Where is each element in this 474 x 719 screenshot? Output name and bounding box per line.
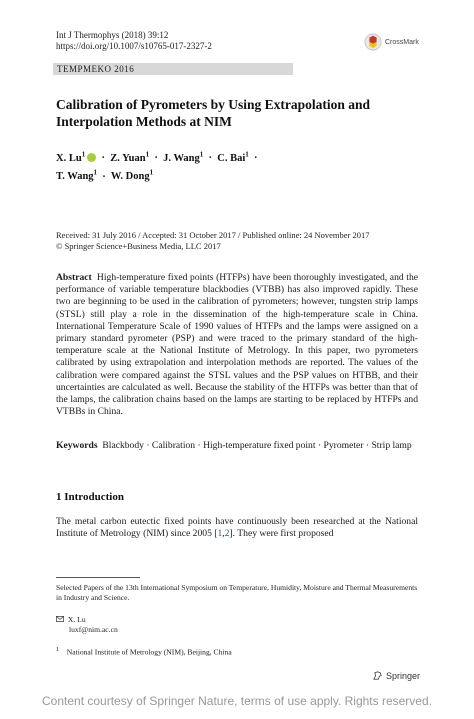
publication-dates	[56, 230, 426, 252]
keywords-label: Keywords	[56, 440, 98, 451]
author-name[interactable]: T. Wang$^1$	[56, 168, 98, 182]
abstract-label: Abstract	[56, 272, 92, 283]
author-name[interactable]: C. Bai$^1$	[217, 150, 249, 164]
author-name[interactable]: W. Dong$^1$	[110, 168, 154, 182]
banner-text: TEMPMEKO 2016	[57, 64, 135, 74]
keywords-text: Blackbody · Calibration · High-temperature fixed point · Pyrometer · Strip lamp	[102, 440, 412, 451]
publisher-logo	[372, 670, 420, 681]
publisher-name: Springer	[386, 670, 421, 681]
orcid-icon[interactable]	[87, 153, 96, 162]
author-name[interactable]: X. Lu$^1$	[56, 150, 86, 164]
footnote: Selected Papers of the 13th International Symposium on Temperature, Humidity, Moisture and Thermal Measurements in Industry and Science.	[56, 583, 418, 602]
courtesy-notice: Content courtesy of Springer Nature, terms of use apply. Rights reserved.	[42, 694, 432, 708]
intro-paragraph: The metal carbon eutectic fixed points have continuously been researched at the National Institute of Metrology (NIM) since 2005 [1,2]. They were first proposed	[56, 516, 418, 540]
crossmark-label: CrossMark	[385, 38, 419, 46]
author-list	[56, 147, 436, 184]
author-name[interactable]: Z. Yuan$^1$	[110, 150, 150, 164]
footnote-divider	[56, 577, 140, 578]
section-heading: 1 Introduction	[56, 491, 124, 503]
crossmark-badge[interactable]	[364, 33, 419, 51]
contact-name: X. Lu	[67, 615, 86, 624]
crossmark-icon	[364, 33, 382, 51]
author-line-1: X. Lu$^1$ · Z. Yuan$^1$ · J. Wang$^1$ · C. Bai$^1$ ·	[56, 150, 258, 164]
author-name[interactable]: J. Wang$^1$	[163, 150, 204, 164]
received-line: Received: 31 July 2016 / Accepted: 31 October 2017 / Published online: 24 November 2017	[56, 230, 370, 240]
contact-email[interactable]: luxf@nim.ac.cn	[69, 625, 118, 634]
affiliation-number: 1	[56, 646, 60, 653]
abstract-text: High-temperature fixed points (HTFPs) have been thoroughly investigated, and the performance of variable temperature blackbodies (VTBB) has also improved rapidly. These two are beginning to be used in the calibration of pyrometers; however, tungsten strip lamps (STSL) still play a role in the dissemination of the high-temperature scale in China. International Temperature Scale of 1990 values of HTFPs and the lamps were assigned on a primary standard pyrometer (PSP) and were traced to the primary standard of the high-temperature scale at the National Institute of Metrology. In this paper, two pyrometers calibrated by using extrapolation and interpolation methods are reported. The values of the calibration were compared against the STSL values and the PSP values on HTBB, and their uncertainties are calculated as well. Because the stability of the HTFPs was better than that of the lamps, the calibration chains based on the lamps are starting to be replaced by HTFPs and VTBBs in China.	[56, 272, 418, 418]
citation-link[interactable]: 1	[217, 528, 223, 540]
author-line-2: T. Wang$^1$ · W. Dong$^1$	[56, 168, 154, 182]
citation-link[interactable]: 2	[224, 528, 230, 540]
doi-link[interactable]: https://doi.org/10.1007/s10765-017-2327-2	[56, 41, 212, 51]
journal-header	[56, 30, 212, 52]
abstract	[56, 272, 418, 418]
journal-citation: Int J Thermophys (2018) 39:12	[56, 30, 169, 40]
affiliation-text: National Institute of Metrology (NIM), Beijing, China	[66, 647, 232, 657]
springer-horse-icon	[372, 670, 383, 681]
conference-banner	[53, 63, 293, 75]
affiliation	[56, 645, 232, 658]
envelope-icon	[56, 615, 66, 625]
copyright-line: © Springer Science+Business Media, LLC 2017	[56, 241, 221, 251]
corresponding-author	[56, 615, 118, 635]
paper-title: Calibration of Pyrometers by Using Extrapolation and Interpolation Methods at NIM	[56, 97, 371, 129]
keywords	[56, 440, 418, 452]
